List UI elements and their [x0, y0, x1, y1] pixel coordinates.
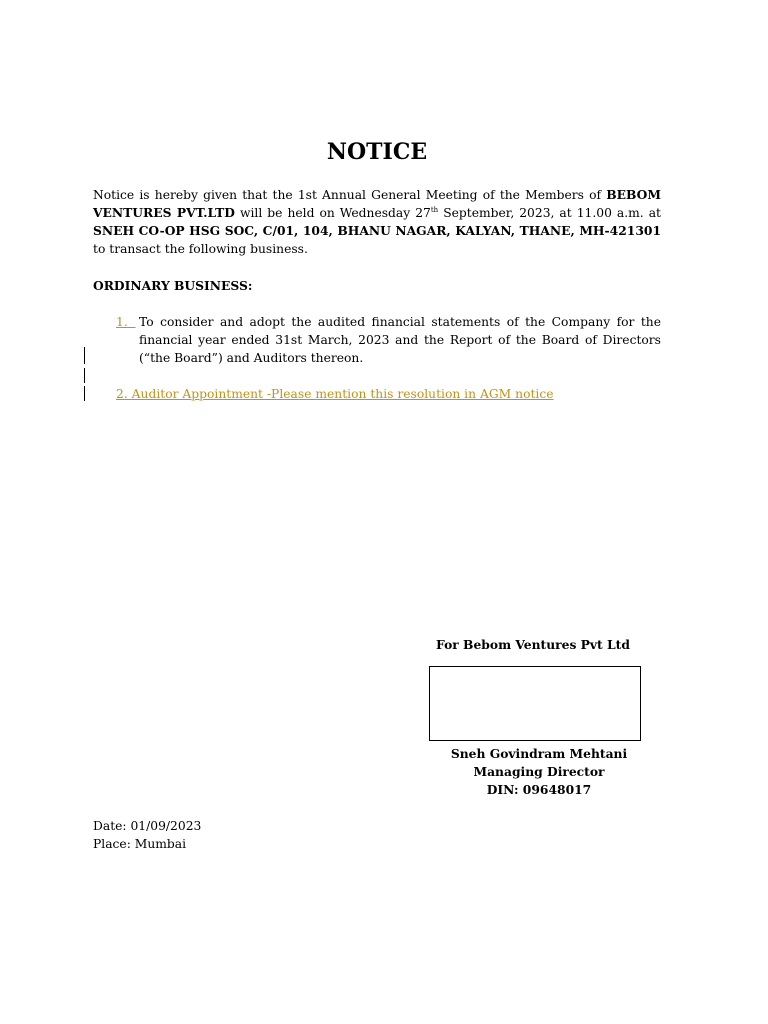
signature-box	[429, 666, 641, 741]
tracked-change-bar	[84, 386, 85, 401]
signatory-details	[429, 745, 649, 799]
intro-text-1: Notice is hereby given that the 1st Annual General Meeting of the Members of	[93, 188, 607, 202]
notice-date: Date: 01/09/2023	[93, 819, 202, 833]
intro-text-3: September, 2023, at 11.00 a.m. at	[438, 206, 661, 220]
company-name: BEBOM VENTURES PVT.LTD	[93, 187, 661, 220]
notice-title: NOTICE	[326, 139, 428, 165]
business-item-2-tracked-insertion[interactable]: 2. Auditor Appointment -Please mention this resolution in AGM notice	[116, 387, 554, 401]
tracked-change-bar	[84, 368, 85, 383]
tracked-change-bar	[84, 347, 85, 364]
business-item-1-text: To consider and adopt the audited financial statements of the Company for the financial year ended 31st March, 2023 and the Report of the Board of Directors (“the Board”) and Auditors thereon.	[139, 315, 661, 365]
signatory-name: Sneh Govindram Mehtani	[450, 746, 628, 761]
meeting-address: SNEH CO-OP HSG SOC, C/01, 104, BHANU NAGAR, KALYAN, THANE, MH-421301	[93, 223, 661, 238]
business-item-1-number: 1.	[116, 315, 136, 329]
ordinary-business-heading: ORDINARY BUSINESS:	[93, 278, 253, 293]
signatory-designation: Managing Director	[473, 764, 605, 779]
notice-place: Place: Mumbai	[93, 837, 187, 851]
intro-text-2: will be held on Wednesday 27	[234, 206, 431, 220]
signatory-company: For Bebom Ventures Pvt Ltd	[436, 637, 630, 652]
date-place-block	[93, 817, 201, 853]
notice-intro-paragraph	[93, 186, 661, 258]
business-item-1	[116, 313, 661, 367]
date-superscript: th	[430, 205, 439, 214]
signatory-din: DIN: 09648017	[486, 782, 592, 797]
intro-text-4: to transact the following business.	[93, 242, 308, 256]
